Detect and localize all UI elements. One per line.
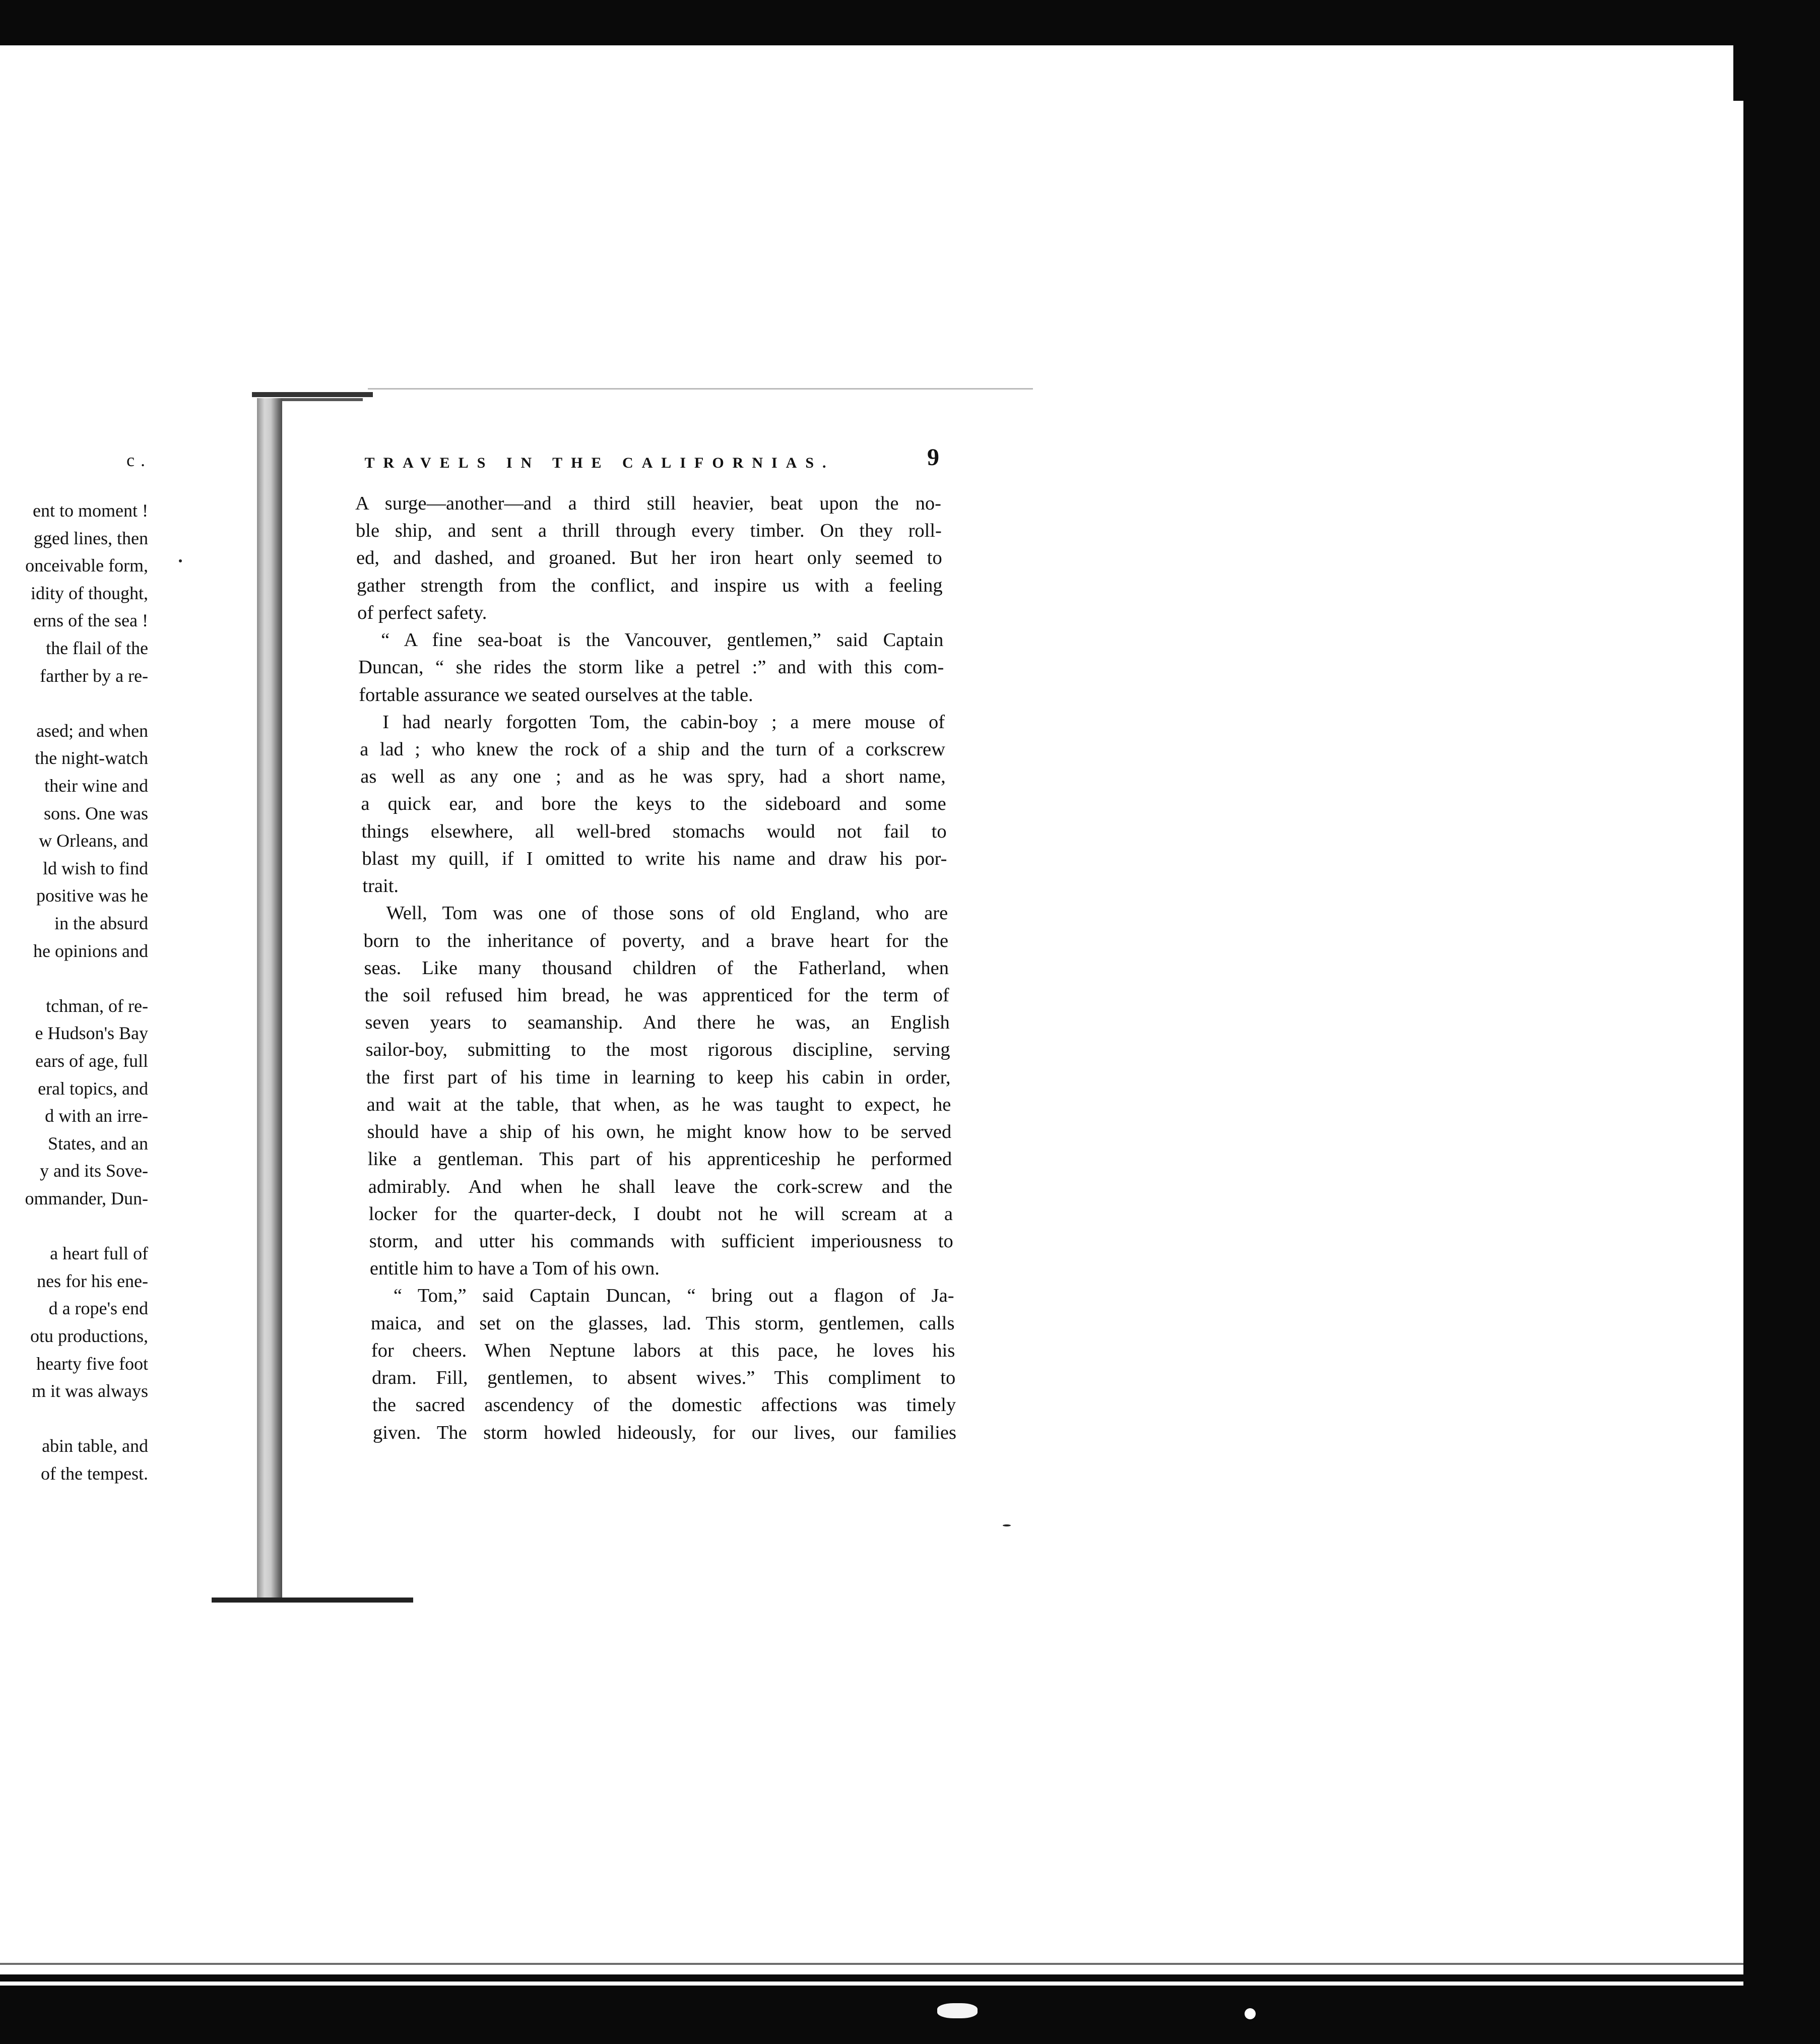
left-page-line: erns of the sea ! (33, 610, 148, 631)
scan-border-right (1759, 0, 1820, 2044)
body-line: blast my quill, if I omitted to write his name and draw his por- (362, 848, 947, 869)
body-line: Well, Tom was one of those sons of old England, who are (386, 903, 948, 924)
body-line: admirably. And when he shall leave the cork-screw and the (368, 1176, 953, 1197)
body-line: ed, and dashed, and groaned. But her iron heart only seemed to (356, 547, 942, 569)
scan-border-right-edge (1743, 76, 1764, 1991)
left-page-header: c. (126, 450, 151, 470)
scan-border-bottom-rule (0, 1963, 1748, 1965)
body-line: locker for the quarter-deck, I doubt not he will scream at a (368, 1203, 953, 1225)
left-page-line: otu productions, (30, 1326, 148, 1346)
left-page-line: tchman, of re- (46, 995, 148, 1016)
body-line: of perfect safety. (357, 602, 487, 623)
gutter-bottom-rule (212, 1598, 413, 1603)
left-page-line: the flail of the (46, 638, 148, 658)
left-page-line: ld wish to find (42, 858, 148, 878)
body-line: seven years to seamanship. And there he was, an English (365, 1012, 950, 1034)
left-page-line: their wine and (44, 776, 148, 796)
scan-speck (1245, 2008, 1256, 2019)
binding-gutter (257, 398, 282, 1603)
body-line: A surge—another—and a third still heavier, beat upon the no- (355, 493, 941, 514)
body-line: and wait at the table, that when, as he was taught to expect, he (366, 1094, 951, 1115)
left-page-line: w Orleans, and (39, 831, 148, 851)
body-line: gather strength from the conflict, and inspire us with a feeling (357, 574, 943, 596)
left-page-line: onceivable form, (25, 555, 148, 576)
left-page-line: idity of thought, (31, 583, 148, 603)
scan-border-bottom-line (0, 1974, 1753, 1982)
left-page-line: of the tempest. (41, 1463, 148, 1484)
left-page-line: hearty five foot (36, 1353, 148, 1374)
body-line: a quick ear, and bore the keys to the sideboard and some (361, 793, 946, 815)
left-page-line: ears of age, full (35, 1051, 148, 1071)
body-line: maica, and set on the glasses, lad. This storm, gentlemen, calls (370, 1312, 955, 1334)
body-line: sailor-boy, submitting to the most rigorous discipline, serving (365, 1039, 950, 1061)
page-header (348, 443, 952, 474)
scan-border-top (0, 0, 1820, 45)
gutter-top-flare (282, 398, 363, 401)
gutter-top-rule (252, 392, 373, 397)
left-page-line: a heart full of (50, 1243, 148, 1264)
body-line: ble ship, and sent a thrill through every timber. On they roll- (356, 520, 942, 542)
body-line: the sacred ascendency of the domestic affections was timely (372, 1394, 956, 1416)
body-line: should have a ship of his own, he might know how to be served (367, 1121, 952, 1143)
running-head: TRAVELS IN THE CALIFORNIAS. (364, 455, 835, 471)
body-line: “ Tom,” said Captain Duncan, “ bring out a flagon of Ja- (393, 1285, 954, 1307)
body-line: as well as any one ; and as he was spry, had a short name, (360, 766, 946, 788)
scan-speck (179, 559, 182, 562)
body-line: storm, and utter his commands with sufficient imperiousness to (369, 1231, 953, 1252)
left-page-line: he opinions and (33, 940, 148, 961)
scan-speck (1003, 1524, 1011, 1526)
left-page-line: y and its Sove- (40, 1161, 148, 1181)
left-page-line: sons. One was (44, 803, 148, 823)
left-page-line: m it was always (32, 1381, 148, 1401)
body-line: things elsewhere, all well-bred stomachs would not fail to (361, 820, 947, 842)
body-line: Duncan, “ she rides the storm like a petrel :” and with this com- (358, 657, 944, 678)
body-line: the first part of his time in learning to keep his cabin in order, (366, 1066, 951, 1088)
body-line: seas. Like many thousand children of the Fatherland, when (364, 957, 949, 979)
left-page-line: e Hudson's Bay (35, 1023, 148, 1044)
left-page-line: the night-watch (35, 748, 148, 769)
left-page-line: States, and an (48, 1133, 148, 1154)
body-line: dram. Fill, gentlemen, to absent wives.” This compliment to (371, 1367, 956, 1389)
left-page-line: in the absurd (54, 913, 148, 933)
left-page-fragment (0, 433, 151, 1492)
left-page-line: d a rope's end (48, 1298, 148, 1319)
scan-speck (937, 2003, 978, 2018)
body-line: the soil refused him bread, he was apprenticed for the term of (364, 985, 949, 1006)
left-page-line: gged lines, then (34, 528, 148, 548)
left-page-line: eral topics, and (38, 1078, 148, 1099)
body-line: like a gentleman. This part of his apprenticeship he performed (367, 1148, 952, 1170)
page-number: 9 (927, 444, 939, 471)
body-line: I had nearly forgotten Tom, the cabin-boy ; a mere mouse of (382, 711, 945, 733)
body-line: for cheers. When Neptune labors at this pace, he loves his (371, 1339, 955, 1361)
scan-border-bottom (0, 1986, 1820, 2044)
page-top-edge (368, 388, 1033, 390)
left-page-line: ent to moment ! (33, 500, 148, 521)
left-page-line: ommander, Dun- (25, 1188, 148, 1208)
left-page-line: ased; and when (36, 720, 148, 741)
left-page-line: abin table, and (42, 1436, 148, 1456)
body-line: entitle him to have a Tom of his own. (369, 1258, 660, 1280)
left-page-line: d with an irre- (45, 1106, 148, 1126)
body-line: born to the inheritance of poverty, and a brave heart for the (363, 930, 949, 951)
body-line: fortable assurance we seated ourselves at the table. (359, 684, 753, 706)
body-line: a lad ; who knew the rock of a ship and the turn of a corkscrew (360, 739, 945, 760)
left-page-line: positive was he (36, 885, 148, 906)
left-page-line: nes for his ene- (37, 1270, 148, 1291)
body-line: given. The storm howled hideously, for our lives, our families (373, 1422, 956, 1443)
left-page-line: farther by a re- (40, 665, 148, 686)
body-line: trait. (362, 875, 399, 897)
body-line: “ A fine sea-boat is the Vancouver, gentlemen,” said Captain (381, 629, 944, 651)
